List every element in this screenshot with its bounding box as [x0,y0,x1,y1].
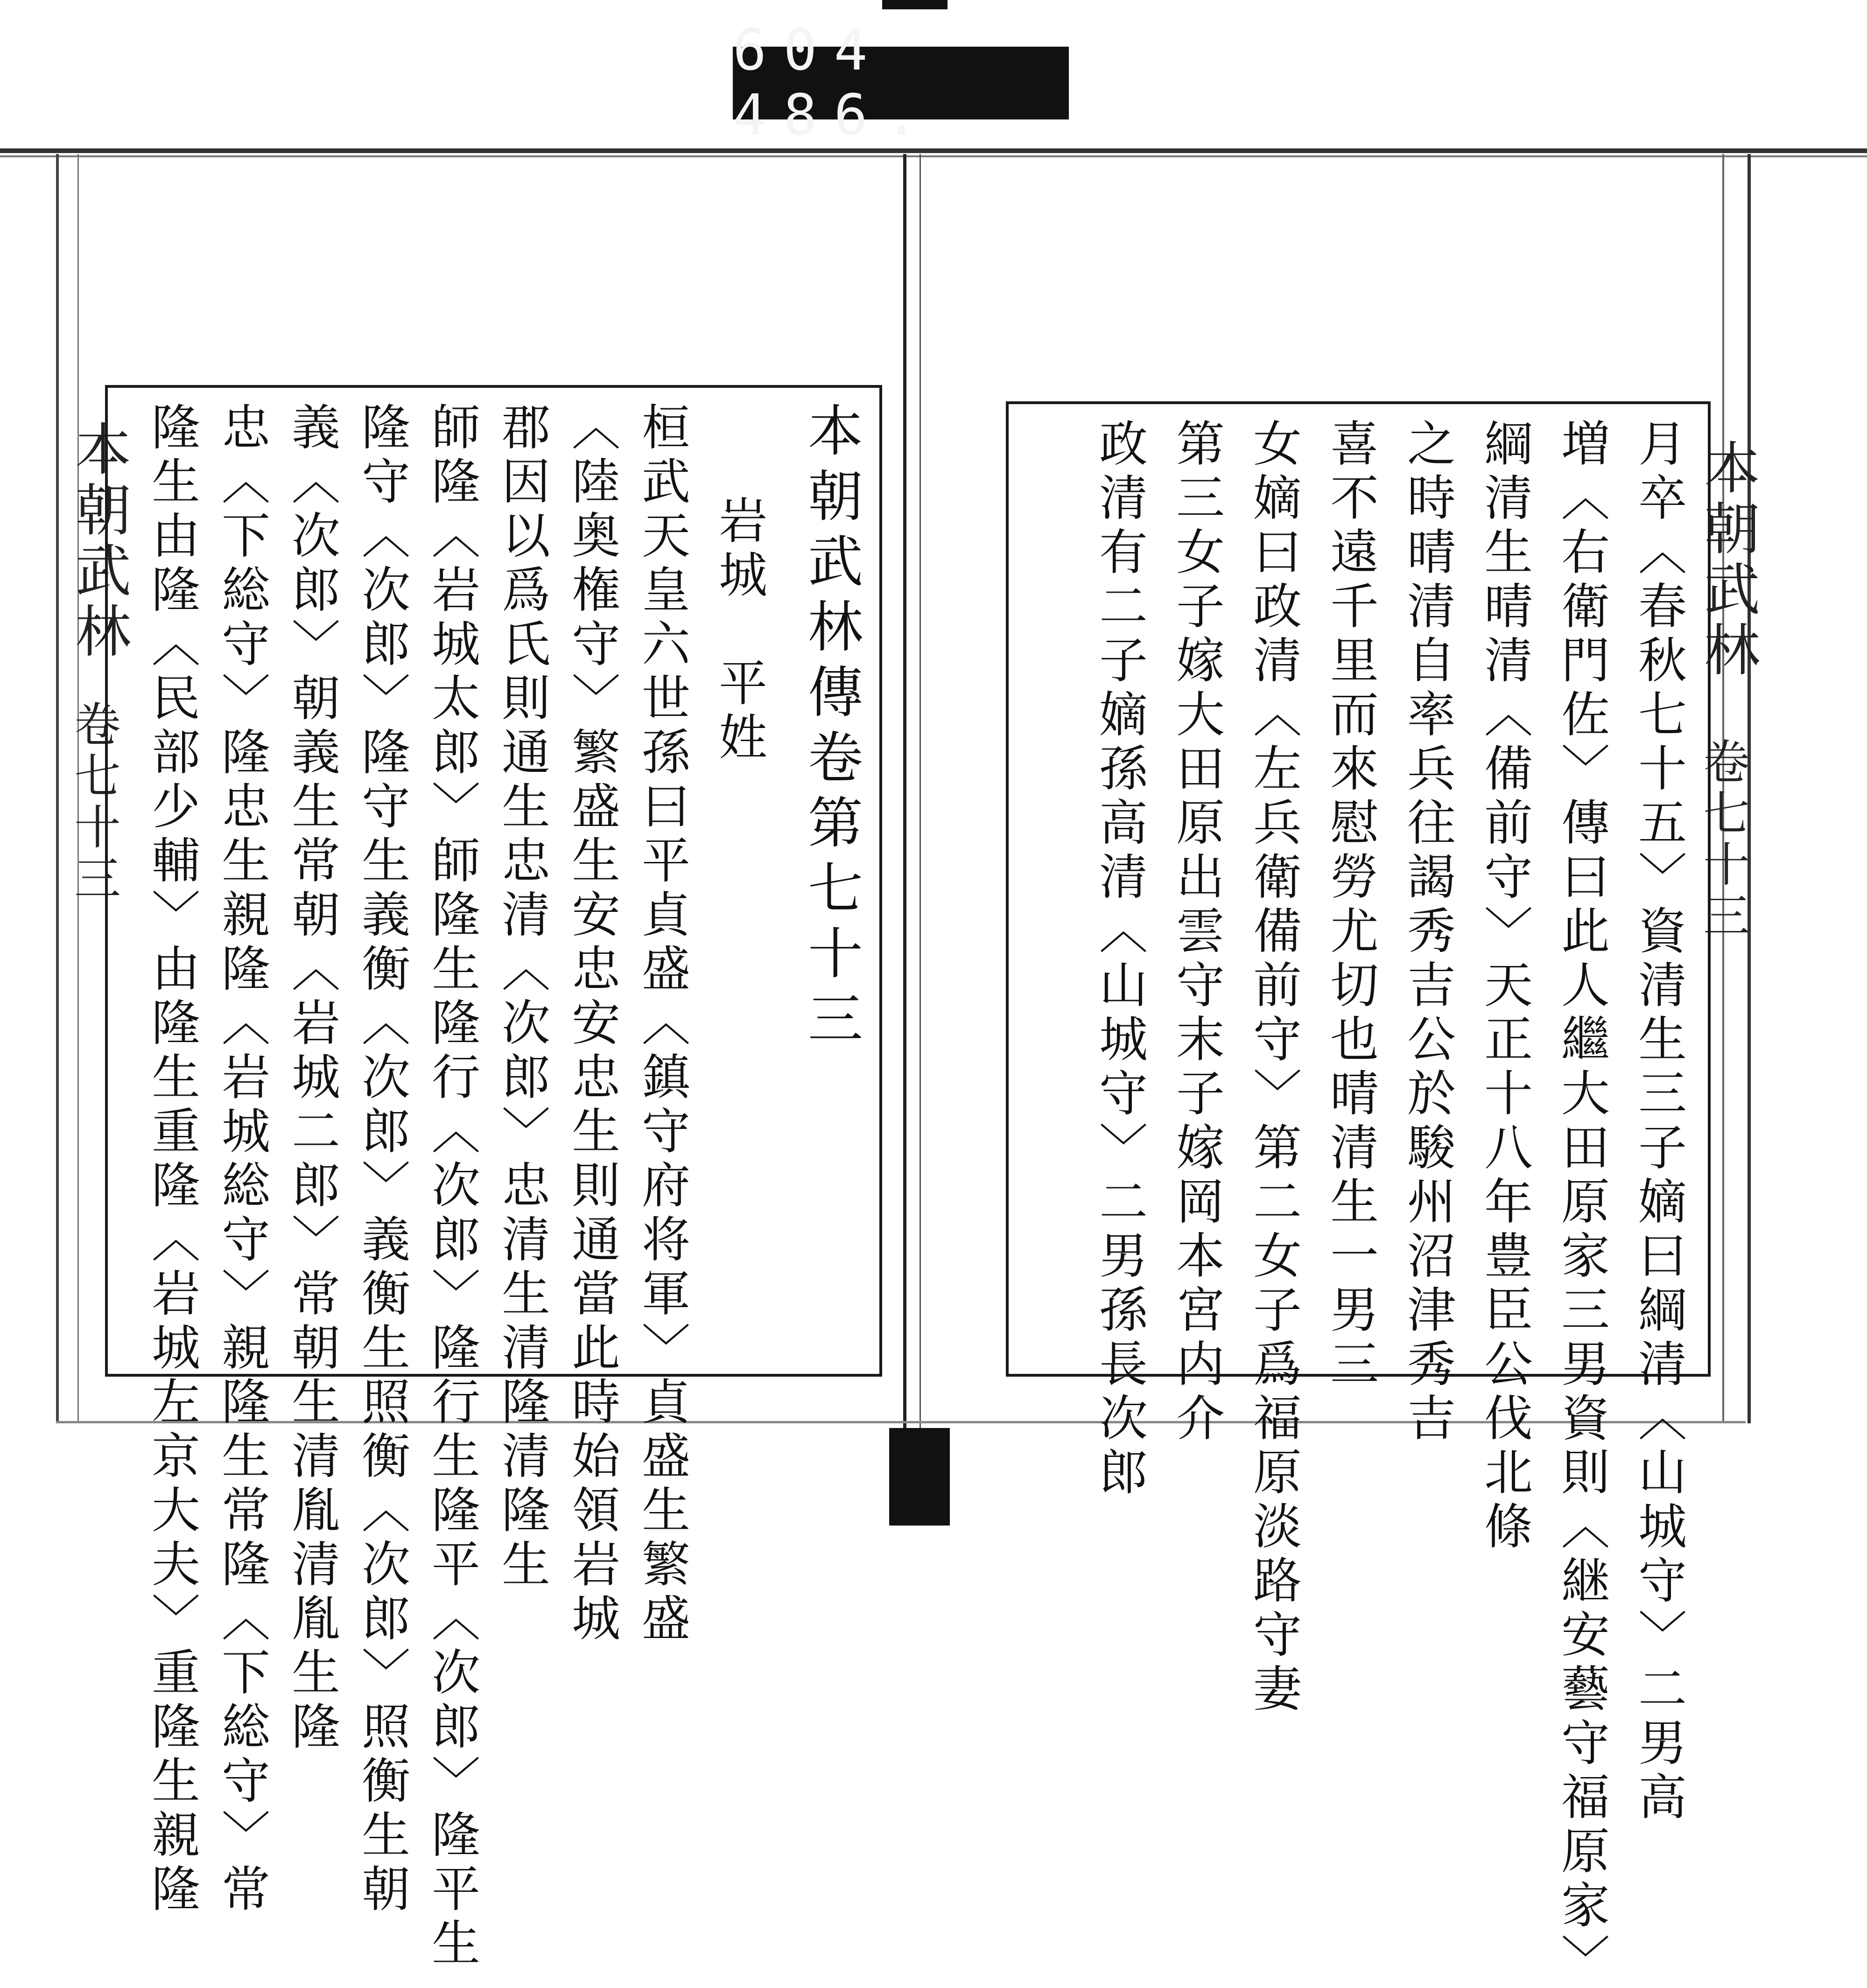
right-page-text-block [1006,401,1711,1988]
text-column: 喜不遠千里而來慰勞尤切也晴清生一男三 [1322,418,1379,1393]
text-column: 郡因以爲氏則通生忠清〈次郎〉忠清生清隆清隆生 [493,402,550,1593]
clan-heading: 岩城 平姓 [710,495,767,766]
text-column: 綱清生晴清〈備前守〉天正十八年豊臣公伐北條 [1476,418,1533,1555]
text-column: 隆生由隆〈民部少輔〉由隆生重隆〈岩城左京大夫〉重隆生親隆 [143,402,200,1918]
text-column: 増〈右衛門佐〉傳曰此人繼大田原家三男資則〈継安藝守福原家〉 [1553,418,1610,1988]
text-column: 之時晴清自率兵往謁秀吉公於駿州沼津秀吉 [1399,418,1456,1447]
film-top-tab [882,0,948,9]
right-fore-edge-title: 本朝武林 [1695,439,1760,681]
text-column: 〈陸奥権守〉繁盛生安忠安忠生則通當此時始領岩城 [563,402,620,1647]
text-column: 政清有二子嫡孫高清〈山城守〉二男孫長次郎 [1091,418,1148,1501]
scan-top-rule-secondary [0,155,1867,157]
book-spine [903,154,906,1428]
text-column: 月卒〈春秋七十五〉資清生三子嫡曰綱清〈山城守〉二男高 [1630,418,1687,1826]
volume-title: 本朝武林傳卷第七十三 [799,402,863,1055]
left-fore-edge-volume: 卷七十三 [66,700,121,905]
text-column: 桓武天皇六世孫曰平貞盛〈鎮守府将軍〉貞盛生繁盛 [633,402,690,1647]
scan-top-rule [0,148,1867,153]
text-column: 女嫡曰政清〈左兵衛備前守〉第二女子爲福原淡路守妻 [1245,418,1302,1717]
text-column: 義〈次郎〉朝義生常朝〈岩城二郎〉常朝生清胤清胤生隆 [283,402,340,1755]
text-column: 第三女子嫁大田原出雲守末子嫁岡本宮内介 [1168,418,1225,1447]
text-column: 師隆〈岩城太郎〉師隆生隆行〈次郎〉隆行生隆平〈次郎〉隆平生 [423,402,480,1972]
text-column: 忠〈下総守〉隆忠生親隆〈岩城総守〉親隆生常隆〈下総守〉常 [213,402,270,1918]
film-frame-number: 604 486. [733,18,935,148]
book-spine-shadow [919,154,921,1428]
left-page-text-block [105,385,882,1972]
film-frame-label [733,18,1069,148]
left-fore-edge-title: 本朝武林 [66,420,131,663]
film-bottom-tab [889,1428,950,1526]
text-column: 隆守〈次郎〉隆守生義衡〈次郎〉義衡生照衡〈次郎〉照衡生朝 [353,402,410,1918]
right-fore-edge-volume: 卷七十三 [1695,737,1750,943]
